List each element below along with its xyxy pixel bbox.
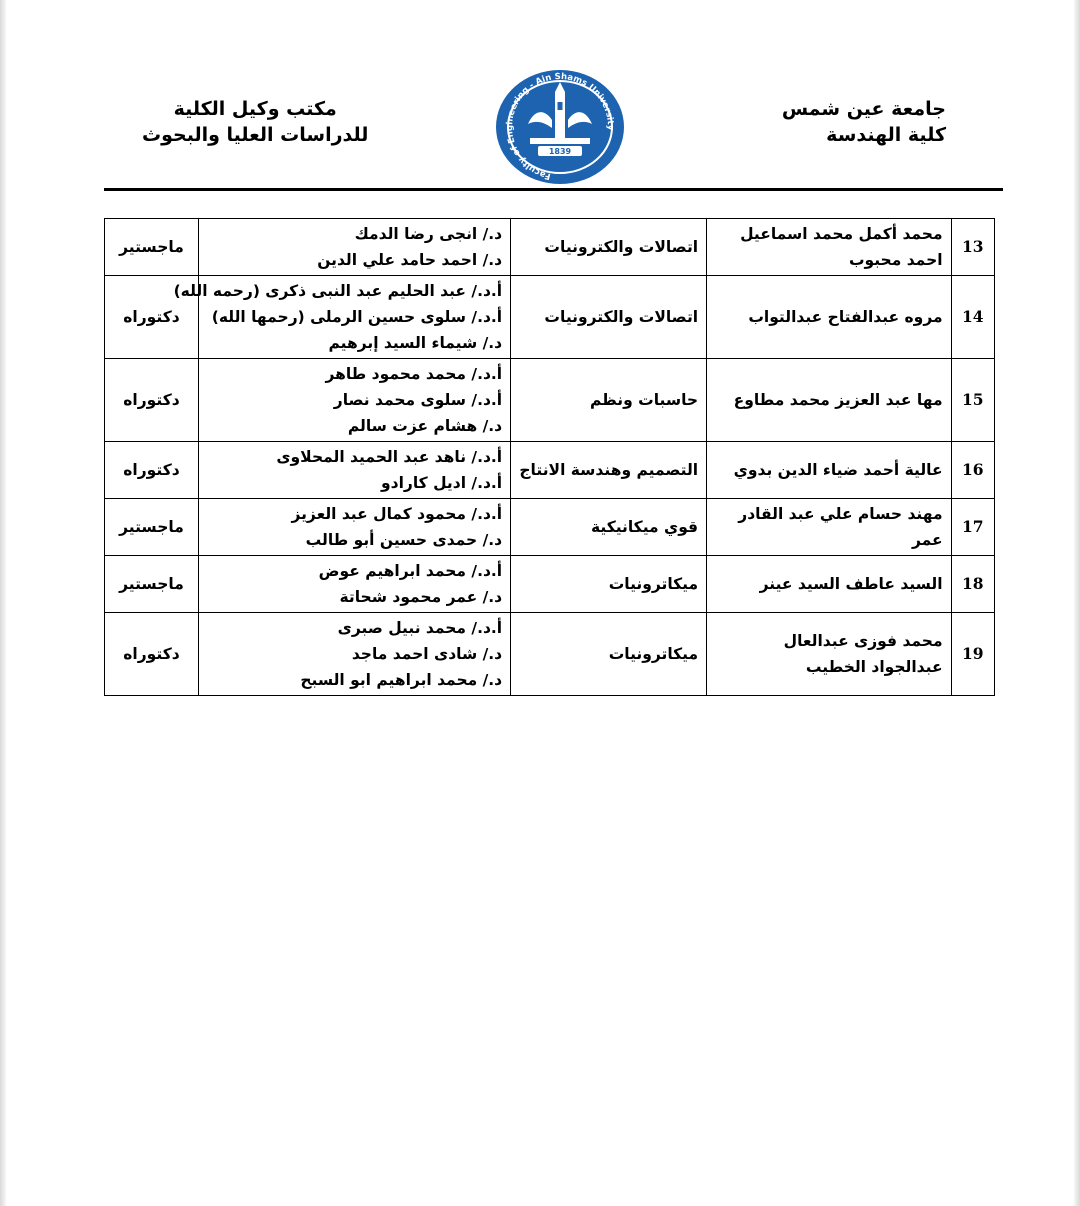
table-row bbox=[105, 442, 995, 499]
degree-cell: ماجستير bbox=[105, 499, 199, 556]
department-cell: قوي ميكانيكية bbox=[511, 499, 707, 556]
supervisors-cell bbox=[198, 613, 510, 696]
supervisor-name: أ.د./ محمد نبيل صبرى bbox=[337, 619, 503, 637]
supervisor-name: د./ شيماء السيد إبرهيم bbox=[328, 334, 503, 352]
student-name-cell: مروه عبدالفتاح عبدالتواب bbox=[707, 276, 951, 359]
row-number-cell: 19 bbox=[951, 613, 994, 696]
table-row bbox=[105, 556, 995, 613]
table-row bbox=[105, 613, 995, 696]
supervisor-name: د./ انجى رضا الدمك bbox=[354, 225, 503, 243]
row-number-cell: 18 bbox=[951, 556, 994, 613]
supervisor-name: أ.د./ عبد الحليم عبد النبى ذكرى (رحمه الله) bbox=[173, 282, 503, 300]
student-name-cell: السيد عاطف السيد عينر bbox=[707, 556, 951, 613]
header-university-block bbox=[782, 96, 946, 148]
supervisors-cell bbox=[198, 442, 510, 499]
faculty-name: كلية الهندسة bbox=[826, 124, 946, 146]
department-cell: اتصالات والكترونيات bbox=[511, 276, 707, 359]
faculty-logo bbox=[494, 68, 626, 186]
supervisor-name: أ.د./ ناهد عبد الحميد المحلاوى bbox=[276, 448, 503, 466]
university-name: جامعة عين شمس bbox=[781, 98, 946, 120]
page-frame-left bbox=[0, 0, 6, 1206]
supervisor-name: أ.د./ محمد محمود طاهر bbox=[325, 365, 503, 383]
supervisor-name: د./ حمدى حسين أبو طالب bbox=[305, 531, 503, 549]
row-number-cell: 15 bbox=[951, 359, 994, 442]
supervisors-cell bbox=[198, 359, 510, 442]
supervisor-name: أ.د./ سلوى حسين الرملى (رحمها الله) bbox=[211, 308, 503, 326]
office-line-1: مكتب وكيل الكلية bbox=[173, 98, 337, 120]
office-line-2: للدراسات العليا والبحوث bbox=[142, 124, 369, 146]
supervisor-name: د./ شادى احمد ماجد bbox=[351, 645, 503, 663]
supervisor-name: د./ احمد حامد علي الدين bbox=[317, 251, 503, 269]
department-cell: اتصالات والكترونيات bbox=[511, 219, 707, 276]
degree-cell: دكتوراه bbox=[105, 613, 199, 696]
student-name-cell: عالية أحمد ضياء الدين بدوي bbox=[707, 442, 951, 499]
table-row bbox=[105, 499, 995, 556]
logo-ring-text: Faculty of Engineering - Ain Shams University bbox=[505, 71, 616, 182]
supervisors-cell bbox=[198, 499, 510, 556]
header-office-block bbox=[142, 96, 368, 148]
row-number-cell: 14 bbox=[951, 276, 994, 359]
student-name-cell: مهند حسام علي عبد القادر عمر bbox=[707, 499, 951, 556]
supervisor-name: أ.د./ محمد ابراهيم عوض bbox=[318, 562, 503, 580]
supervisors-cell bbox=[198, 219, 510, 276]
row-number-cell: 16 bbox=[951, 442, 994, 499]
supervisor-name: د./ هشام عزت سالم bbox=[347, 417, 503, 435]
header-divider bbox=[104, 188, 1003, 191]
degree-cell: دكتوراه bbox=[105, 359, 199, 442]
table-row bbox=[105, 219, 995, 276]
degree-cell: دكتوراه bbox=[105, 442, 199, 499]
supervisor-name: أ.د./ محمود كمال عبد العزيز bbox=[291, 505, 503, 523]
department-cell: ميكاترونيات bbox=[511, 613, 707, 696]
table-row bbox=[105, 359, 995, 442]
supervisors-cell bbox=[173, 276, 510, 359]
degree-cell: ماجستير bbox=[105, 556, 199, 613]
department-cell: ميكاترونيات bbox=[511, 556, 707, 613]
supervisors-cell bbox=[198, 556, 510, 613]
table-row bbox=[105, 276, 995, 359]
row-number-cell: 13 bbox=[951, 219, 994, 276]
student-name-cell: محمد فوزى عبدالعال عبدالجواد الخطيب bbox=[707, 613, 951, 696]
supervisor-name: د./ عمر محمود شحاتة bbox=[339, 588, 503, 606]
student-name-cell: محمد أكمل محمد اسماعيل احمد محبوب bbox=[707, 219, 951, 276]
department-cell: حاسبات ونظم bbox=[511, 359, 707, 442]
student-name-cell: مها عبد العزيز محمد مطاوع bbox=[707, 359, 951, 442]
students-table bbox=[104, 218, 995, 696]
degree-cell: ماجستير bbox=[105, 219, 199, 276]
department-cell: التصميم وهندسة الانتاج bbox=[511, 442, 707, 499]
logo-year: 1839 bbox=[548, 147, 572, 156]
supervisor-name: أ.د./ سلوى محمد نصار bbox=[333, 391, 503, 409]
page-frame-right bbox=[1074, 0, 1080, 1206]
row-number-cell: 17 bbox=[951, 499, 994, 556]
degree-cell: دكتوراه bbox=[105, 276, 199, 359]
supervisor-name: أ.د./ اديل كارادو bbox=[381, 474, 503, 492]
students-table-body bbox=[105, 219, 995, 696]
supervisor-name: د./ محمد ابراهيم ابو السبح bbox=[300, 671, 503, 689]
